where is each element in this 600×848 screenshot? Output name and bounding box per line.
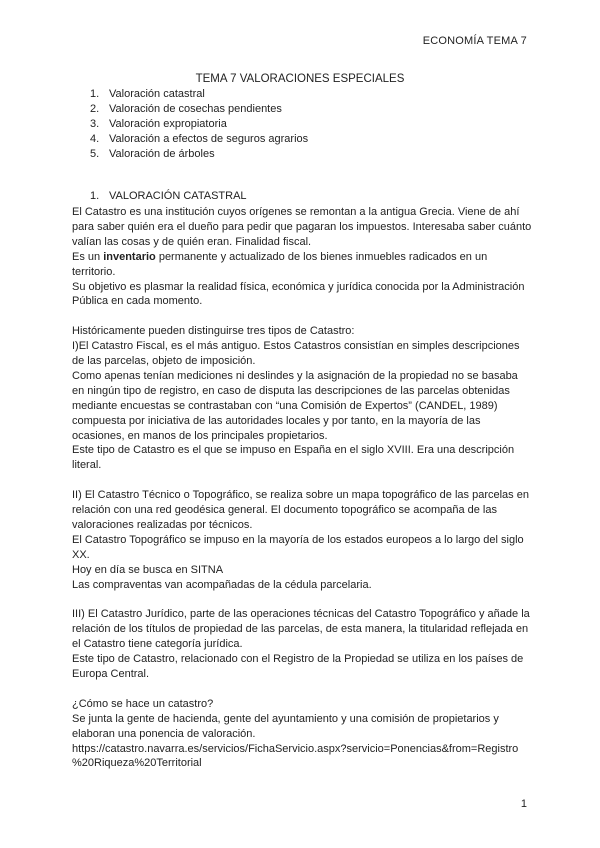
section-heading: 1. VALORACIÓN CATASTRAL	[90, 190, 247, 202]
toc-item: 2. Valoración de cosechas pendientes	[90, 103, 282, 115]
body-text	[72, 205, 532, 771]
toc-item: 4. Valoración a efectos de seguros agrarios	[90, 133, 309, 145]
paragraph: III) El Catastro Jurídico, parte de las operaciones técnicas del Catastro Topográfico y añade la relación de los títulos de propiedad de las parcelas, de esta manera, la titularidad reflejada en el Catastro tiene categoría jurídica.	[72, 608, 530, 651]
paragraph: Este tipo de Catastro, relacionado con el Registro de la Propiedad se utiliza en los países de Europa Central.	[72, 653, 524, 681]
toc-item: 5. Valoración de árboles	[90, 148, 215, 160]
paragraph: Las compraventas van acompañadas de la cédula parcelaria.	[72, 578, 372, 591]
paragraph: I)El Catastro Fiscal, es el más antiguo. Estos Catastros consistían en simples descripciones de las parcelas, objeto de imposición.	[72, 340, 520, 368]
paragraph: ¿Cómo se hace un catastro?	[72, 697, 214, 710]
toc-item: 1. Valoración catastral	[90, 88, 205, 100]
paragraph: Hoy en día se busca en SITNA	[72, 563, 224, 576]
paragraph: Como apenas tenían mediciones ni deslindes y la asignación de la propiedad no se basaba en ningún tipo de registro, en caso de disputa las descripciones de las parcelas obtenidas mediante encuestas se contrastaban con “una Comisión de Expertos” (CANDEL, 1989) compuesta por iniciativa de las autoridades locales y por tanto, en la mayoría de las ocasiones, en manos de los principales propietarios.	[72, 369, 518, 442]
paragraph: Este tipo de Catastro es el que se impuso en España en el siglo XVIII. Era una descripción literal.	[72, 444, 515, 472]
paragraph: II) El Catastro Técnico o Topográfico, se realiza sobre un mapa topográfico de las parcelas en relación con una red geodésica general. El documento topográfico se acompaña de las valoraciones realizadas por técnicos.	[72, 489, 529, 531]
paragraph: Históricamente pueden distinguirse tres tipos de Catastro:	[72, 325, 355, 338]
table-of-contents	[90, 87, 308, 162]
paragraph: Se junta la gente de hacienda, gente del ayuntamiento y una comisión de propietarios y elaboran una ponencia de valoración.	[72, 712, 499, 740]
url-line: https://catastro.navarra.es/servicios/FichaServicio.aspx?servicio=Ponencias&from=Registro	[72, 742, 519, 755]
bold-term: inventario	[103, 250, 156, 263]
paragraph: El Catastro Topográfico se impuso en la mayoría de los estados europeos a lo largo del siglo XX.	[72, 533, 524, 561]
paragraph: El Catastro es una institución cuyos orígenes se remontan a la antigua Grecia. Viene de ahí para saber quién era el dueño para pedir que pagaran los impuestos. Interesaba saber cuánto valían las cosas y de quién eran. Finalidad fiscal.	[72, 206, 532, 248]
paragraph: Es un inventario permanente y actualizado de los bienes inmuebles radicados en un territorio.	[72, 250, 488, 278]
document-title: TEMA 7 VALORACIONES ESPECIALES	[195, 73, 405, 85]
paragraph: Su objetivo es plasmar la realidad física, económica y jurídica conocida por la Administración Pública en cada momento.	[72, 280, 525, 308]
page-header: ECONOMÍA TEMA 7	[422, 35, 527, 47]
page-number: 1	[520, 798, 527, 810]
toc-item: 3. Valoración expropiatoria	[90, 118, 227, 130]
url-line: %20Riqueza%20Territorial	[72, 757, 202, 770]
